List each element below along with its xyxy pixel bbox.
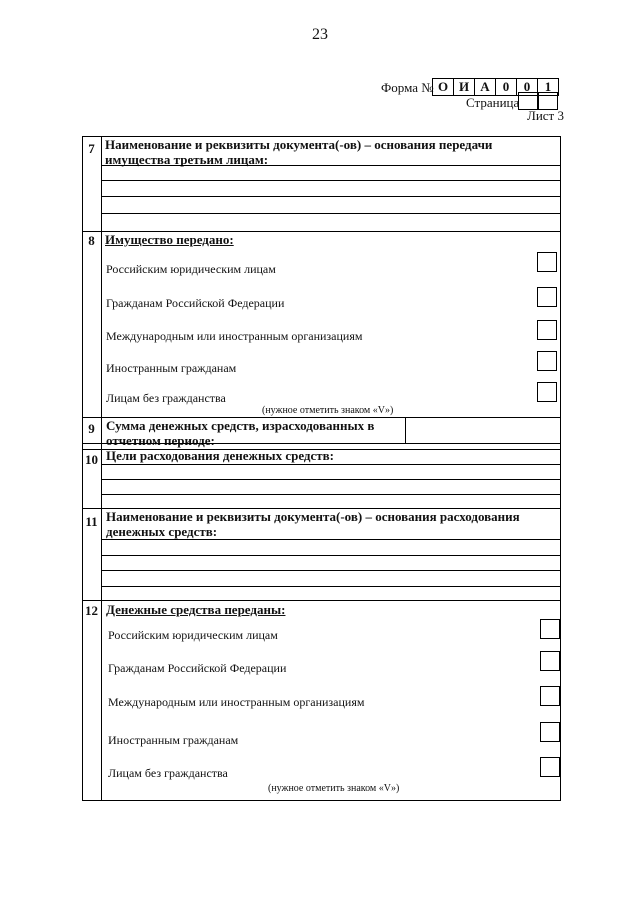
section-10-title: Цели расходования денежных средств: bbox=[106, 448, 335, 463]
section-number: 7 bbox=[88, 141, 95, 156]
section-8-title: Имущество передано: bbox=[105, 232, 234, 247]
form-code-cell: И bbox=[453, 78, 475, 96]
section-number: 10 bbox=[85, 452, 98, 467]
row-divider bbox=[82, 443, 561, 444]
underline bbox=[102, 165, 561, 166]
option-label: Иностранным гражданам bbox=[108, 733, 239, 747]
form-code-cell: А bbox=[474, 78, 496, 96]
entry-line[interactable] bbox=[102, 196, 561, 197]
option-label: Российским юридическим лицам bbox=[106, 262, 276, 276]
option-label: Международным или иностранным организациям bbox=[106, 329, 363, 343]
section-9-title: Сумма денежных средств, израсходованных в отчетном периоде: bbox=[106, 418, 375, 448]
row-divider bbox=[82, 449, 561, 450]
check-note: (нужное отметить знаком «V») bbox=[268, 783, 400, 794]
form-code-cell: 1 bbox=[537, 78, 559, 96]
entry-line[interactable] bbox=[102, 555, 561, 556]
option-label: Российским юридическим лицам bbox=[108, 628, 278, 642]
section-number: 9 bbox=[88, 421, 95, 436]
option-label: Международным или иностранным организациям bbox=[108, 695, 365, 709]
option-checkbox[interactable] bbox=[540, 651, 560, 671]
form-code-cell: О bbox=[432, 78, 454, 96]
option-checkbox[interactable] bbox=[537, 382, 557, 402]
page-label: Страница bbox=[466, 95, 520, 110]
row-divider bbox=[82, 600, 561, 601]
entry-line[interactable] bbox=[102, 494, 561, 495]
option-label: Иностранным гражданам bbox=[106, 361, 237, 375]
option-checkbox[interactable] bbox=[540, 619, 560, 639]
option-checkbox[interactable] bbox=[540, 757, 560, 777]
option-checkbox[interactable] bbox=[537, 252, 557, 272]
form-code-cell: 0 bbox=[495, 78, 517, 96]
entry-line[interactable] bbox=[102, 570, 561, 571]
section-number: 12 bbox=[85, 603, 98, 618]
amount-field[interactable] bbox=[406, 418, 560, 443]
section-11-title: Наименование и реквизиты документа(-ов) – основания расходования денежных средств: bbox=[106, 509, 520, 539]
form-code-cell: 0 bbox=[516, 78, 538, 96]
section-7-title: Наименование и реквизиты документа(-ов) – основания передачи имущества третьим лицам: bbox=[105, 137, 493, 167]
page-number: 23 bbox=[312, 26, 328, 43]
check-note: (нужное отметить знаком «V») bbox=[262, 405, 394, 416]
underline bbox=[102, 539, 561, 540]
section-number: 8 bbox=[88, 233, 95, 248]
entry-line[interactable] bbox=[102, 464, 561, 465]
option-label: Лицам без гражданства bbox=[108, 766, 228, 780]
option-label: Лицам без гражданства bbox=[106, 391, 226, 405]
sheet-label: Лист 3 bbox=[527, 108, 564, 123]
entry-line[interactable] bbox=[102, 180, 561, 181]
option-checkbox[interactable] bbox=[537, 320, 557, 340]
option-label: Гражданам Российской Федерации bbox=[108, 661, 287, 675]
entry-line[interactable] bbox=[102, 479, 561, 480]
option-checkbox[interactable] bbox=[540, 722, 560, 742]
form-number-label: Форма № bbox=[381, 80, 434, 95]
entry-line[interactable] bbox=[102, 586, 561, 587]
option-label: Гражданам Российской Федерации bbox=[106, 296, 285, 310]
option-checkbox[interactable] bbox=[540, 686, 560, 706]
section-number: 11 bbox=[85, 514, 98, 529]
option-checkbox[interactable] bbox=[537, 287, 557, 307]
entry-line[interactable] bbox=[102, 213, 561, 214]
section-12-title: Денежные средства переданы: bbox=[106, 602, 286, 617]
option-checkbox[interactable] bbox=[537, 351, 557, 371]
